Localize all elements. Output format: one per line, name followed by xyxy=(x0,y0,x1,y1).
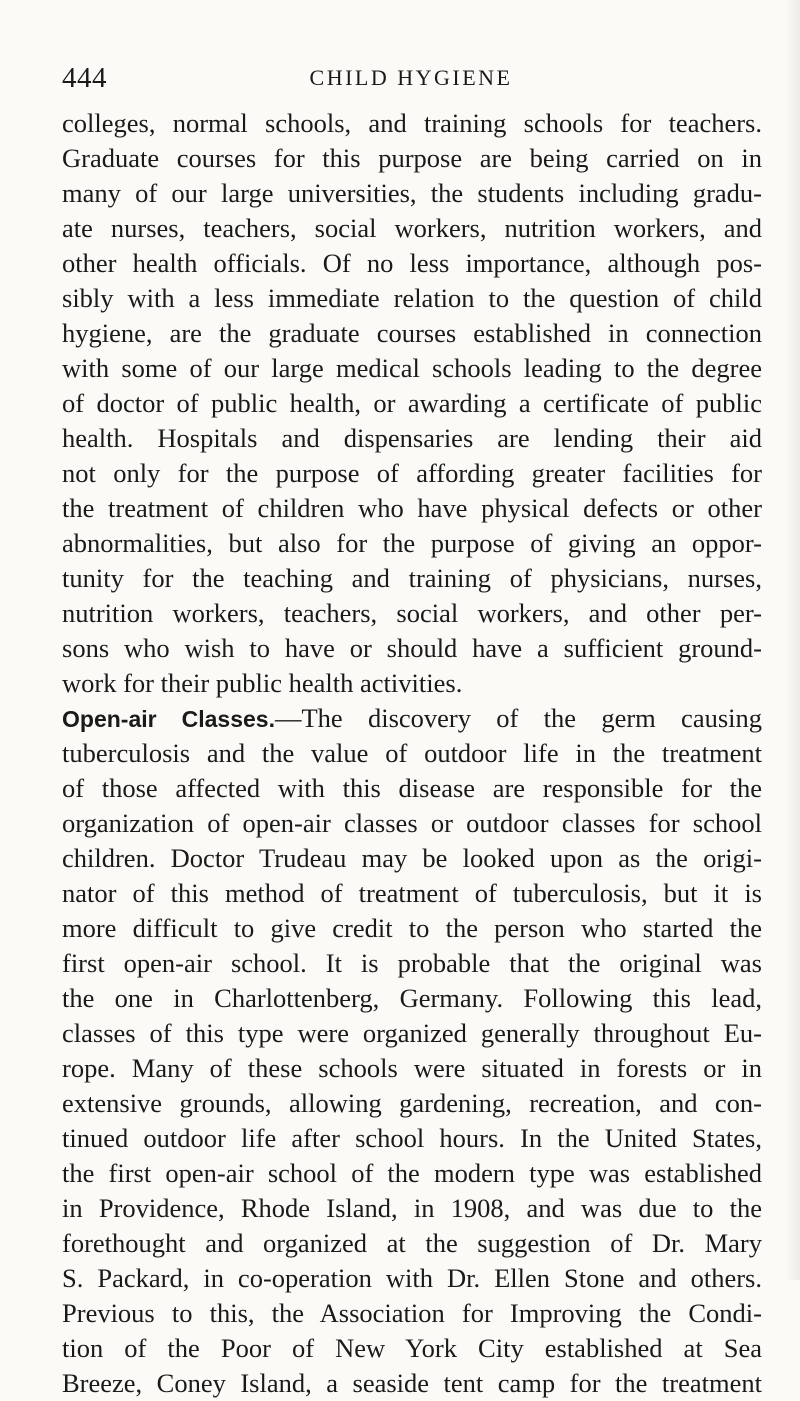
running-title: CHILD HYGIENE xyxy=(309,65,513,90)
page-number: 444 xyxy=(62,62,107,94)
text-line: extensive grounds, allowing gardening, recreation, and con- xyxy=(62,1088,762,1118)
text-line: S. Packard, in co-operation with Dr. Ellen Stone and others. xyxy=(62,1263,762,1293)
text-line: abnormalities, but also for the purpose of giving an oppor- xyxy=(62,528,762,558)
text-line: the treatment of children who have physical defects or other xyxy=(62,493,762,523)
text-line: work for their public health activities. xyxy=(62,668,463,698)
text-line: nutrition workers, teachers, social workers, and other per- xyxy=(62,598,762,628)
text-line: Graduate courses for this purpose are being carried on in xyxy=(62,143,762,173)
text-line: Previous to this, the Association for Improving the Condi- xyxy=(62,1298,762,1328)
text-line: classes of this type were organized generally throughout Eu- xyxy=(62,1018,762,1048)
text-line: organization of open-air classes or outdoor classes for school xyxy=(62,808,762,838)
text-line: tinued outdoor life after school hours. In the United States, xyxy=(62,1123,762,1153)
text-line: children. Doctor Trudeau may be looked upon as the origi- xyxy=(62,843,762,873)
text-line: forethought and organized at the suggestion of Dr. Mary xyxy=(62,1228,762,1258)
text-line: of those affected with this disease are responsible for the xyxy=(62,773,762,803)
text-line: in Providence, Rhode Island, in 1908, and was due to the xyxy=(62,1193,762,1223)
text-line: tunity for the teaching and training of physicians, nurses, xyxy=(62,563,762,593)
text-line: not only for the purpose of affording greater facilities for xyxy=(62,458,762,488)
text-line: sons who wish to have or should have a sufficient ground- xyxy=(62,633,762,663)
body-text xyxy=(62,106,762,1401)
text-line: nator of this method of treatment of tuberculosis, but it is xyxy=(62,878,762,908)
section-first-line-text: —The discovery of the germ causing xyxy=(274,703,763,733)
text-line: colleges, normal schools, and training schools for teachers. xyxy=(62,108,762,138)
text-line: health. Hospitals and dispensaries are lending their aid xyxy=(62,423,762,453)
text-line: tuberculosis and the value of outdoor life in the treatment xyxy=(62,738,762,768)
text-line: hygiene, are the graduate courses established in connection xyxy=(62,318,762,348)
section-first-line xyxy=(62,701,762,736)
text-line: tion of the Poor of New York City established at Sea xyxy=(62,1333,762,1363)
text-line: rope. Many of these schools were situated in forests or in xyxy=(62,1053,762,1083)
text-line: other health officials. Of no less importance, although pos- xyxy=(62,248,762,278)
section-heading: Open-air Classes. xyxy=(62,706,275,732)
text-line: of doctor of public health, or awarding a certificate of public xyxy=(62,388,762,418)
page-edge-shadow xyxy=(786,0,800,1280)
text-line: the first open-air school of the modern type was established xyxy=(62,1158,762,1188)
text-line: Breeze, Coney Island, a seaside tent camp for the treatment xyxy=(62,1368,762,1398)
text-line: first open-air school. It is probable that the original was xyxy=(62,948,762,978)
text-line: with some of our large medical schools leading to the degree xyxy=(62,353,762,383)
text-line: the one in Charlottenberg, Germany. Following this lead, xyxy=(62,983,762,1013)
running-head xyxy=(62,62,760,102)
text-line: sibly with a less immediate relation to the question of child xyxy=(62,283,762,313)
text-line: ate nurses, teachers, social workers, nutrition workers, and xyxy=(62,213,762,243)
text-line: many of our large universities, the students including gradu- xyxy=(62,178,762,208)
text-line: more difficult to give credit to the person who started the xyxy=(62,913,762,943)
